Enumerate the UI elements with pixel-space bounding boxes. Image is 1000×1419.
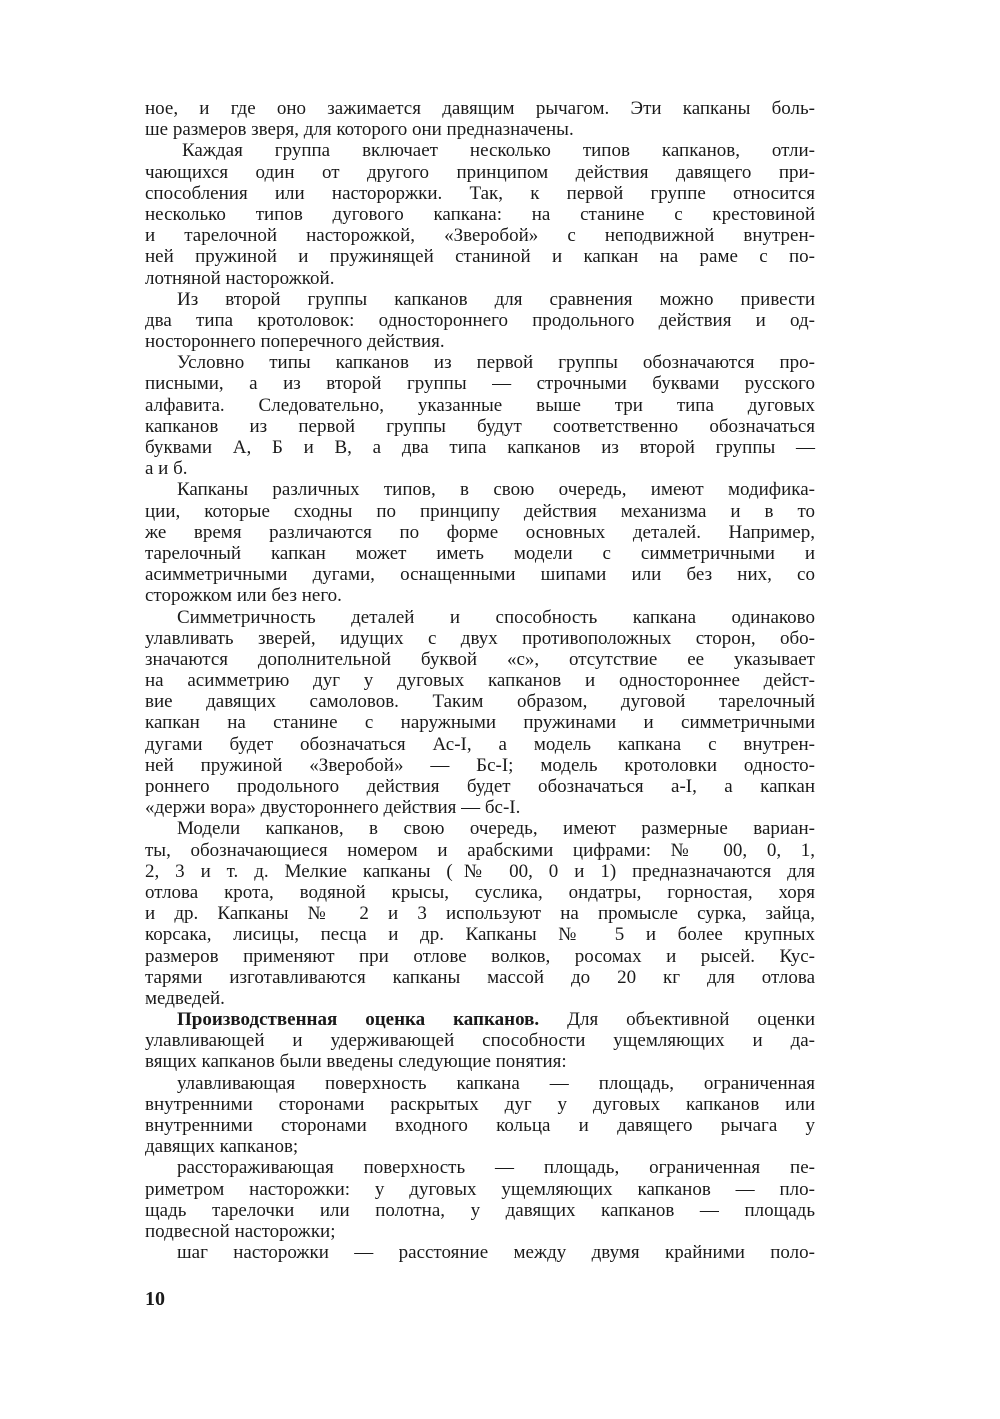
text-line: на асимметрию дуг у дуговых капканов и одностороннее дейст-: [145, 670, 815, 692]
text-line: вящих капканов были введены следующие понятия:: [145, 1051, 567, 1073]
text-line: дугами будет обозначаться Ас-I, а модель капкана с внутрен-: [145, 733, 815, 755]
text-line: капкан на станине с наружными пружинами и симметричными: [145, 712, 815, 734]
text-line: улавливать зверей, идущих с двух противоположных сторон, обо-: [145, 627, 815, 649]
text-line: писными, а из второй группы — строчными буквами русского: [145, 373, 815, 395]
text-line: «держи вора» двустороннего действия — бс-I.: [145, 797, 521, 819]
text-line: и др. Капканы № 2 и 3 используют на промысле сурка, зайца,: [145, 903, 815, 925]
text-line: ней пружиной «Зверобой» — Бс-I; модель кротоловки односто-: [145, 754, 815, 776]
text-line: 2, 3 и т. д. Мелкие капканы (№ 00, 0 и 1) предназначаются для: [145, 860, 815, 882]
text-line: и тарелочной насторожкой, «Зверобой» с неподвижной внутрен-: [145, 225, 815, 247]
text-line: вие давящих самоловов. Таким образом, дуговой тарелочный: [145, 691, 815, 713]
text-line: несколько типов дугового капкана: на станине с крестовиной: [145, 203, 815, 225]
text-line: риметром насторожки: у дуговых ущемляющих капканов — пло-: [145, 1178, 815, 1200]
text-line: ностороннего поперечного действия.: [145, 331, 445, 353]
section-heading: Производственная оценка капканов.: [177, 1009, 540, 1031]
text-line: асимметричными дугами, оснащенными шипами или без них, со: [145, 564, 815, 586]
text-line: размеров применяют при отлове волков, росомах и рысей. Кус-: [145, 945, 815, 967]
text-line: расстораживающая поверхность — площадь, ограниченная пе-: [177, 1157, 815, 1179]
text-line: внутренними сторонами входного кольца и давящего рычага у: [145, 1115, 815, 1136]
text-line: [145, 1009, 815, 1030]
text-line: внутренними сторонами раскрытых дуг у дуговых капканов или: [145, 1093, 815, 1115]
text-line: Каждая группа включает несколько типов капканов, отли-: [182, 140, 815, 162]
text-line: Модели капканов, в свою очередь, имеют размерные вариан-: [177, 818, 815, 840]
text-line: способления или настороржки. Так, к первой группе относится: [145, 182, 815, 204]
text-line: тарями изготавливаются капканы массой до 20 кг для отлова: [145, 966, 815, 988]
text-line: Из второй группы капканов для сравнения можно привести: [177, 288, 815, 310]
text-line: лотняной насторожкой.: [145, 267, 335, 289]
text-line: ное, и где оно зажимается давящим рычагом. Эти капканы боль-: [145, 98, 815, 119]
page-number: 10: [145, 1288, 165, 1310]
text-line: тарелочный капкан может иметь модели с симметричными и: [145, 542, 815, 564]
text-line: а и б.: [145, 458, 188, 480]
text-line: ты, обозначающиеся номером и арабскими цифрами: № 00, 0, 1,: [145, 839, 815, 861]
text-line: улавливающей и удерживающей способности ущемляющих и да-: [145, 1030, 815, 1052]
text-line: же время различаются по форме основных деталей. Например,: [145, 521, 815, 543]
text-line: давящих капканов;: [145, 1136, 299, 1158]
text-line: подвесной насторожки;: [145, 1220, 336, 1242]
text-line: ней пружиной и пружинящей станиной и капкан на раме с по-: [145, 246, 815, 268]
text-line: Условно типы капканов из первой группы обозначаются про-: [177, 352, 815, 374]
text-line: алфавита. Следовательно, указанные выше три типа дуговых: [145, 394, 815, 416]
text-line: капканов из первой группы будут соответственно обозначаться: [145, 415, 815, 437]
text-line: роннего продольного действия будет обозначаться а-I, а капкан: [145, 776, 815, 797]
text-line: два типа кротоловок: одностороннего продольного действия и од-: [145, 309, 815, 331]
text-line: значаются дополнительной буквой «с», отсутствие ее указывает: [145, 648, 815, 670]
text-run: Для объективной оценки: [539, 1009, 815, 1031]
text-line: Симметричность деталей и способность капкана одинаково: [177, 606, 815, 628]
text-line: чающихся один от другого принципом действия давящего при-: [145, 161, 815, 183]
text-line: ции, которые сходны по принципу действия механизма и в то: [145, 500, 815, 522]
text-line: буквами А, Б и В, а два типа капканов из второй группы —: [145, 437, 815, 458]
text-line: отлова крота, водяной крысы, суслика, ондатры, горностая, хоря: [145, 881, 815, 903]
text-line: щадь тарелочки или полотна, у давящих капканов — площадь: [145, 1199, 815, 1221]
page-text: [145, 98, 815, 1263]
text-line: ше размеров зверя, для которого они предназначены.: [145, 119, 574, 141]
text-line: медведей.: [145, 987, 225, 1009]
text-line: сторожком или без него.: [145, 585, 342, 607]
text-line: шаг насторожки — расстояние между двумя крайними поло-: [177, 1242, 815, 1264]
text-line: улавливающая поверхность капкана — площадь, ограниченная: [177, 1072, 815, 1094]
text-line: Капканы различных типов, в свою очередь, имеют модифика-: [177, 479, 815, 501]
text-line: корсака, лисицы, песца и др. Капканы № 5 и более крупных: [145, 924, 815, 946]
